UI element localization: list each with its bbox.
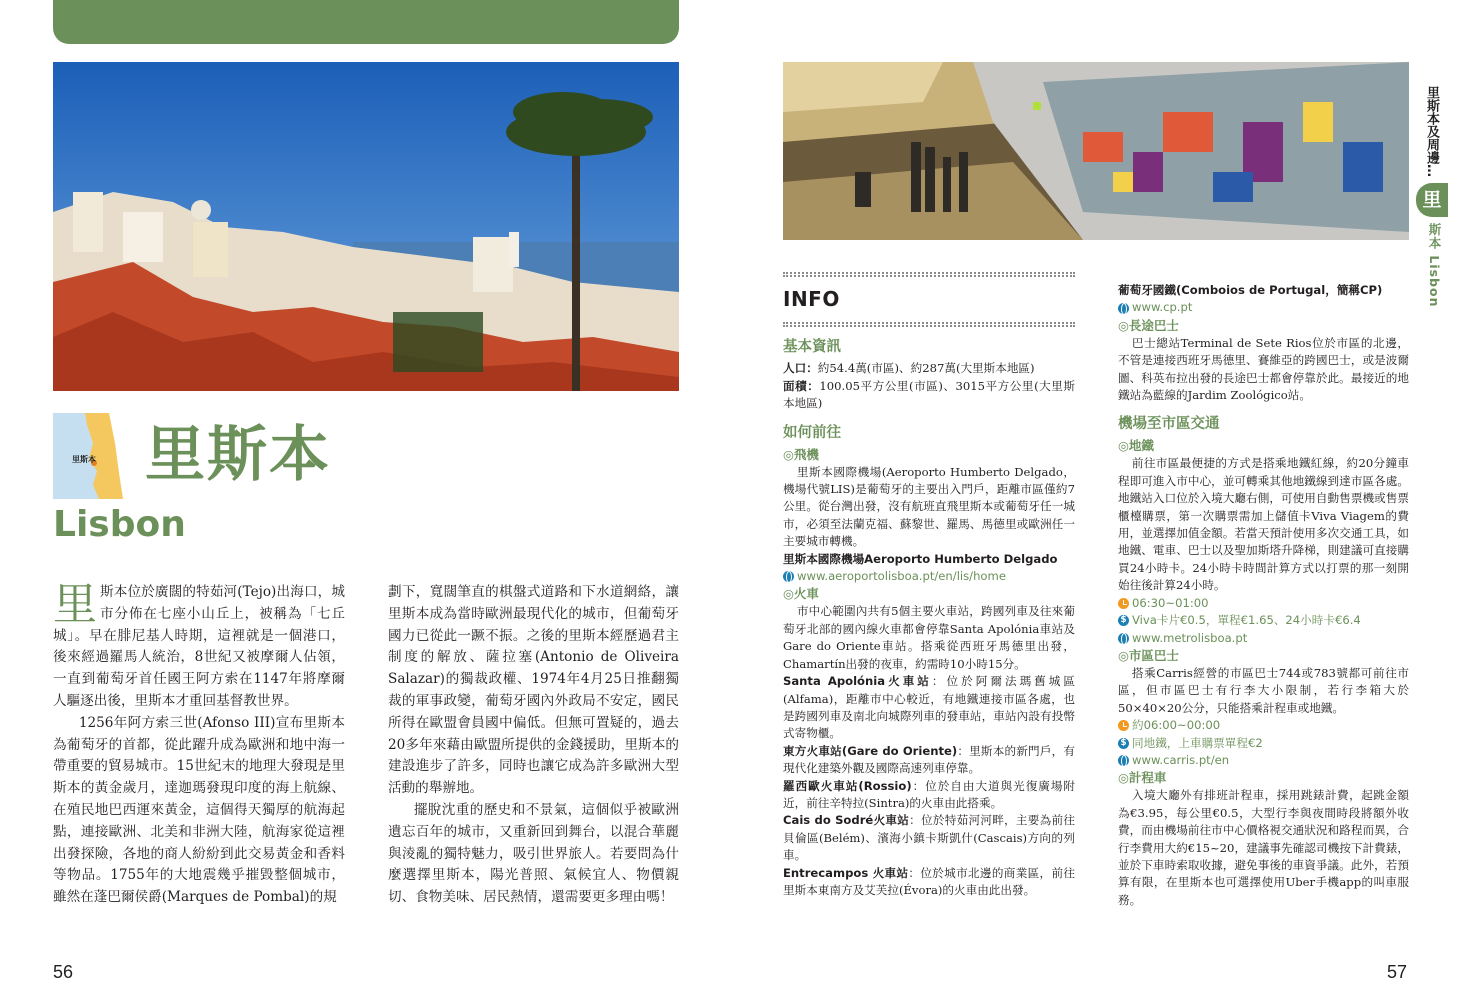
lisbon-cityscape-photo	[53, 62, 679, 391]
plane-subheading: ◎飛機	[783, 446, 819, 462]
intro-column-1	[53, 579, 345, 909]
divider	[783, 322, 1075, 327]
left-page	[0, 0, 730, 1000]
city-bus-price-line	[1118, 735, 1409, 752]
train-paragraph: 市中心範圍內共有5個主要火車站，跨國列車及往來葡萄牙北部的國內線火車都會停靠Santa Apolónia車站及Gare do Oriente車站。搭乘從西班牙馬德里出發，Chamartín出發的夜車，約需時10小時15分。	[783, 604, 1075, 671]
metro-url[interactable]: www.metrolisboa.pt	[1132, 630, 1248, 645]
drop-cap: 里	[53, 579, 97, 630]
city-bus-hours: 約06:00~00:00	[1132, 718, 1221, 733]
taxi-paragraph: 入境大廳外有排班計程車，採用跳錶計費，起跳金額為€3.95，每公里€0.5，大型行李與夜間時段將額外收費，而由機場前往市中心價格視交通狀況和路程而異，合行李費用大約€15~20，建議事先確認司機按下計費錶，並於下車時索取收據，避免事後的車資爭議。此外，若預算有限，在里斯本也可選擇使用Uber手機app的叫車服務。	[1118, 788, 1409, 907]
chapter-city-label: 斯本 Lisbon	[1427, 223, 1442, 308]
info-heading: INFO	[783, 287, 840, 311]
globe-icon	[783, 571, 794, 582]
globe-icon	[1118, 755, 1129, 766]
station-name: Entrecampos 火車站	[783, 865, 909, 880]
how-to-get-heading: 如何前往	[783, 424, 841, 441]
station-name: 羅西歐火車站(Rossio)	[783, 778, 912, 793]
chapter-side-tab	[1416, 86, 1448, 307]
station-description: ：里斯本的新門戶，有現代化建築外觀及國際高速列車停靠。	[783, 743, 1075, 776]
area-line	[783, 378, 1075, 413]
clock-icon	[1118, 598, 1129, 609]
metro-price-line	[1118, 612, 1409, 629]
station-description: ：位於特茹河河畔，主要為前往貝倫區(Belém)、濱海小鎮卡斯凱什(Cascais)方向的列車。	[783, 813, 1075, 863]
chapter-breadcrumb: 里斯本及周邊…	[1424, 86, 1439, 177]
metro-subheading: ◎地鐵	[1118, 438, 1154, 454]
population-label: 人口：	[783, 361, 818, 376]
page-title-chinese: 里斯本	[145, 420, 331, 490]
city-bus-url[interactable]: www.carris.pt/en	[1132, 752, 1230, 767]
station-entry	[783, 743, 1075, 778]
metro-paragraph: 前往市區最便捷的方式是搭乘地鐵紅線，約20分鐘車程即可進入市中心，並可轉乘其他地鐵線到達市區各處。地鐵站入口位於入境大廳右側，可使用自動售票機或售票櫃檯購票，第一次購票需加上儲值卡Viva Viagem的費用，並選擇加值金額。若當天預計使用多次交通工具，如地鐵、電車、巴士以及聖加斯塔升降梯，則建議可直接購買24小時卡。24小時卡時間計算方式以打票的那一刻開始往後計算24小時。	[1118, 456, 1409, 593]
population-line	[783, 360, 1075, 377]
airport-website-link[interactable]	[783, 568, 1075, 585]
map-location-label: 里斯本	[72, 455, 96, 464]
population-value: 約54.4萬(市區)、約287萬(大里斯本地區)	[817, 361, 1035, 376]
city-bus-subheading: ◎市區巴士	[1118, 647, 1179, 663]
chapter-title-block	[53, 413, 373, 553]
station-entry	[783, 778, 1075, 813]
taxi-subheading: ◎計程車	[1118, 770, 1167, 786]
right-page	[730, 0, 1461, 1000]
airport-name: 里斯本國際機場Aeroporto Humberto Delgado	[783, 551, 1058, 566]
train-subheading: ◎火車	[783, 586, 819, 602]
info-column-1	[783, 272, 1075, 899]
globe-icon	[1118, 303, 1129, 314]
page-number-left: 56	[53, 962, 74, 982]
area-label: 面積：	[783, 378, 820, 393]
coach-subheading: ◎長途巴士	[1118, 317, 1179, 333]
money-icon: $	[1118, 738, 1129, 749]
page-number-right: 57	[1387, 962, 1408, 982]
location-mini-map	[53, 413, 139, 499]
station-entry	[783, 865, 1075, 900]
plane-paragraph: 里斯本國際機場(Aeroporto Humberto Delgado，機場代號LIS)是葡萄牙的主要出入門戶，距離市區僅約7公里。從台灣出發，沒有航班直飛里斯本或葡萄牙任一城市，必須至法蘭克福、蘇黎世、羅馬、馬德里或歐洲任一主要城市轉機。	[783, 464, 1075, 549]
basic-info-heading: 基本資訊	[783, 339, 841, 356]
clock-icon	[1118, 720, 1129, 731]
station-description: ：位於自由大道與光復廣場附近，前往辛特拉(Sintra)的火車由此搭乘。	[783, 778, 1075, 810]
station-name: Santa Apolónia火車站	[783, 674, 932, 689]
station-description: ：位於阿爾法瑪舊城區(Alfama)，距離市中心較近，有地鐵連接市區各處，也是跨國列車及南北向城際列車的發車站，車站內設有投幣式寄物櫃。	[783, 674, 1075, 741]
city-bus-paragraph: 搭乘Carris經營的市區巴士744或783號都可前往市區，但市區巴士有行李大小限制，若行李箱大於50×40×20公分，只能搭乘計程車或地鐵。	[1118, 665, 1409, 715]
info-column-2	[1118, 282, 1409, 909]
metro-hours: 06:30~01:00	[1132, 595, 1209, 610]
divider	[783, 272, 1075, 277]
station-entry	[783, 812, 1075, 864]
globe-icon	[1118, 633, 1129, 644]
chapter-header-tab	[53, 0, 679, 44]
intro-paragraph: 擺脫沈重的歷史和不景氣，這個似乎被歐洲遺忘百年的城市，又重新回到舞台，以混合華麗與淩亂的獨特魅力，吸引世界旅人。若要問為什麼選擇里斯本，陽光普照、氣候宜人、物價親切、食物美味、居民熱情，還需要更多理由嗎！	[388, 801, 679, 906]
metro-hours-line	[1118, 595, 1409, 612]
city-bus-price: 同地鐵，上車購票單程€2	[1132, 735, 1263, 750]
cp-url[interactable]: www.cp.pt	[1132, 300, 1193, 315]
area-value: 100.05平方公里(市區)、3015平方公里(大里斯本地區)	[783, 378, 1075, 411]
page-title-english: Lisbon	[53, 504, 186, 545]
airport-url[interactable]: www.aeroportolisboa.pt/en/lis/home	[797, 569, 1006, 584]
money-icon: $	[1118, 615, 1129, 626]
intro-paragraph: 斯本位於廣闊的特茹河(Tejo)出海口，城市分佈在七座小山丘上，被稱為「七丘城」。早在腓尼基人時期，這裡就是一個港口，後來經過羅馬人統治，8世紀又被摩爾人佔領，一直到葡萄牙首任國王阿方索在1147年將摩爾人驅逐出後，里斯本才重回基督教世界。	[53, 584, 345, 709]
station-name: Cais do Sodré火車站	[783, 813, 910, 828]
coach-paragraph: 巴士總站Terminal de Sete Rios位於市區的北邊，不管是連接西班牙馬德里、賽維亞的跨國巴士，或是波爾圖、科英布拉出發的長途巴士都會停靠於此。最接近的地鐵站為藍線的Jardim Zoológico站。	[1118, 335, 1409, 403]
intro-column-2	[388, 582, 679, 909]
metro-price: Viva卡片€0.5，單程€1.65、24小時卡€6.4	[1132, 613, 1361, 628]
station-description: ：位於城市北邊的商業區，前往里斯本東南方及艾芙拉(Évora)的火車由此出發。	[783, 865, 1075, 897]
city-bus-hours-line	[1118, 717, 1409, 734]
intro-paragraph: 劃下，寬闊筆直的棋盤式道路和下水道網絡，讓里斯本成為當時歐洲最現代化的城市，但葡萄牙國力已從此一蹶不振。之後的里斯本經歷過君主制度的解放、薩拉塞(Antonio de Oliveira Salazar)的獨裁政權、1974年4月25日推翻獨裁的軍事政變，葡萄牙國內外政局不安定，國民所得在歐盟會員國中偏低。但無可置疑的，過去20多年來藉由歐盟所提供的金錢援助，里斯本的建設進步了許多，同時也讓它成為許多歐洲大型活動的舉辦地。	[388, 584, 679, 797]
metro-station-photo	[783, 62, 1409, 240]
station-name: 東方火車站(Gare do Oriente)	[783, 743, 958, 758]
airport-transfer-heading: 機場至市區交通	[1118, 416, 1220, 433]
city-bus-website-link[interactable]	[1118, 752, 1409, 769]
cp-website-link[interactable]	[1118, 299, 1409, 316]
metro-website-link[interactable]	[1118, 630, 1409, 647]
intro-paragraph: 1256年阿方索三世(Afonso III)宣布里斯本為葡萄牙的首都，從此躍升成為歐洲和地中海一帶重要的貿易城市。15世紀末的地理大發現是里斯本的黃金歲月，達迦瑪發現印度的海上航線、在殖民地巴西運來黃金，這個得天獨厚的航海起點，連接歐洲、北美和非洲大陸，航海家從這裡出發探險，各地的商人紛紛到此交易黃金和香料等物品。1755年的大地震幾乎摧毀整個城市，雖然在蓬巴爾侯爵(Marques de Pombal)的規	[53, 714, 345, 906]
station-entry	[783, 673, 1075, 743]
chapter-badge: 里	[1416, 183, 1448, 217]
cp-railway-name: 葡萄牙國鐵(Comboios de Portugal，簡稱CP)	[1118, 283, 1383, 297]
